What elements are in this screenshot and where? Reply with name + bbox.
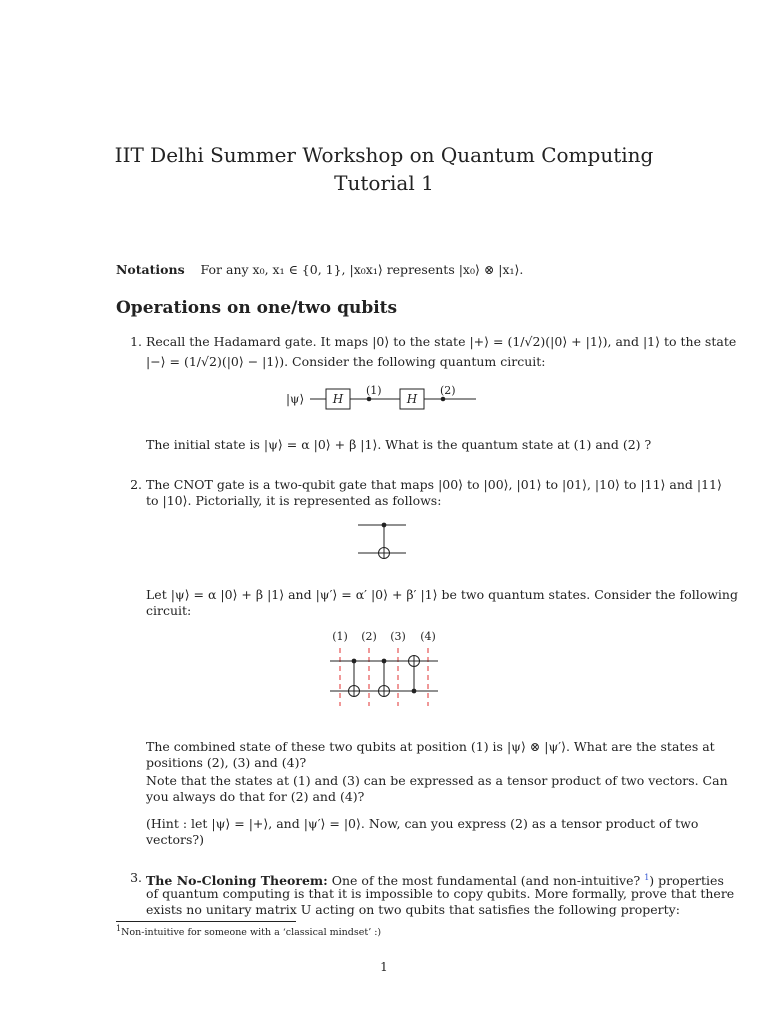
item-number: 3. (130, 870, 142, 885)
probe-point-2 (441, 397, 446, 402)
gate-1-label: H (332, 392, 344, 406)
item-number: 1. (130, 334, 142, 349)
hadamard-circuit (280, 380, 480, 414)
footnote (116, 924, 381, 938)
item-text: Let |ψ⟩ = α |0⟩ + β |1⟩ and |ψ′⟩ = α′ |0⟩ + β′ |1⟩ be two quantum states. Consider the following (146, 587, 738, 602)
theorem-intro: One of the most fundamental (and non-intuitive? (331, 873, 641, 889)
position-label: (2) (361, 630, 377, 643)
notations (116, 261, 523, 278)
probe-label-1: (1) (366, 384, 382, 397)
notations-text: For any x₀, x₁ ∈ {0, 1}, |x₀x₁⟩ represents |x₀⟩ ⊗ |x₁⟩. (200, 262, 524, 277)
item-text: The combined state of these two qubits at position (1) is |ψ⟩ ⊗ |ψ′⟩. What are the states at (146, 739, 715, 754)
probe-point-1 (367, 397, 372, 402)
item-text: circuit: (146, 603, 192, 618)
item-text: Recall the Hadamard gate. It maps |0⟩ to the state |+⟩ = (1/√2)(|0⟩ + |1⟩), and |1⟩ to the state (146, 334, 737, 349)
theorem-intro-end: ) properties (649, 873, 724, 889)
footnote-rule (116, 921, 296, 922)
item-text: exists no unitary matrix U acting on two qubits that satisfies the following property: (146, 902, 680, 917)
probe-label-2: (2) (440, 384, 456, 397)
section-heading: Operations on one/two qubits (116, 298, 398, 318)
page-title: IIT Delhi Summer Workshop on Quantum Computing (114, 143, 654, 167)
position-label: (1) (332, 630, 348, 643)
item-text: of quantum computing is that it is impossible to copy qubits. More formally, prove that there (146, 886, 735, 901)
position-label: (4) (420, 630, 436, 643)
notations-label: Notations (116, 262, 185, 277)
cnot-gate-diagram (356, 518, 410, 560)
cnot-circuit (326, 626, 442, 708)
item-text: Note that the states at (1) and (3) can be expressed as a tensor product of two vectors. Can (146, 773, 728, 788)
position-label: (3) (390, 630, 406, 643)
item-hint: (Hint : let |ψ⟩ = |+⟩, and |ψ′⟩ = |0⟩. Now, can you express (2) as a tensor product of two (146, 816, 699, 831)
item-text: The CNOT gate is a two-qubit gate that maps |00⟩ to |00⟩, |01⟩ to |01⟩, |10⟩ to |11⟩ and |11⟩ (146, 477, 722, 492)
page-number: 1 (380, 960, 388, 974)
footnote-text: Non-intuitive for someone with a ‘classical mindset’ :) (121, 927, 382, 939)
footnote-link[interactable]: 1 (644, 873, 650, 882)
item-text: you always do that for (2) and (4)? (146, 789, 365, 804)
gate-2-label: H (406, 392, 418, 406)
footnote-mark: 1 (116, 924, 122, 933)
item-number: 2. (130, 477, 142, 492)
page-subtitle: Tutorial 1 (334, 171, 434, 195)
item-text: |−⟩ = (1/√2)(|0⟩ − |1⟩). Consider the following quantum circuit: (146, 354, 546, 369)
theorem-title: The No-Cloning Theorem: (146, 873, 328, 889)
item-question: The initial state is |ψ⟩ = α |0⟩ + β |1⟩. What is the quantum state at (1) and (2) ? (146, 437, 652, 452)
item-text: to |10⟩. Pictorially, it is represented as follows: (146, 493, 442, 508)
item-hint: vectors?) (146, 832, 204, 847)
circuit-input-label: |ψ⟩ (286, 392, 305, 406)
item-text: positions (2), (3) and (4)? (146, 755, 307, 770)
